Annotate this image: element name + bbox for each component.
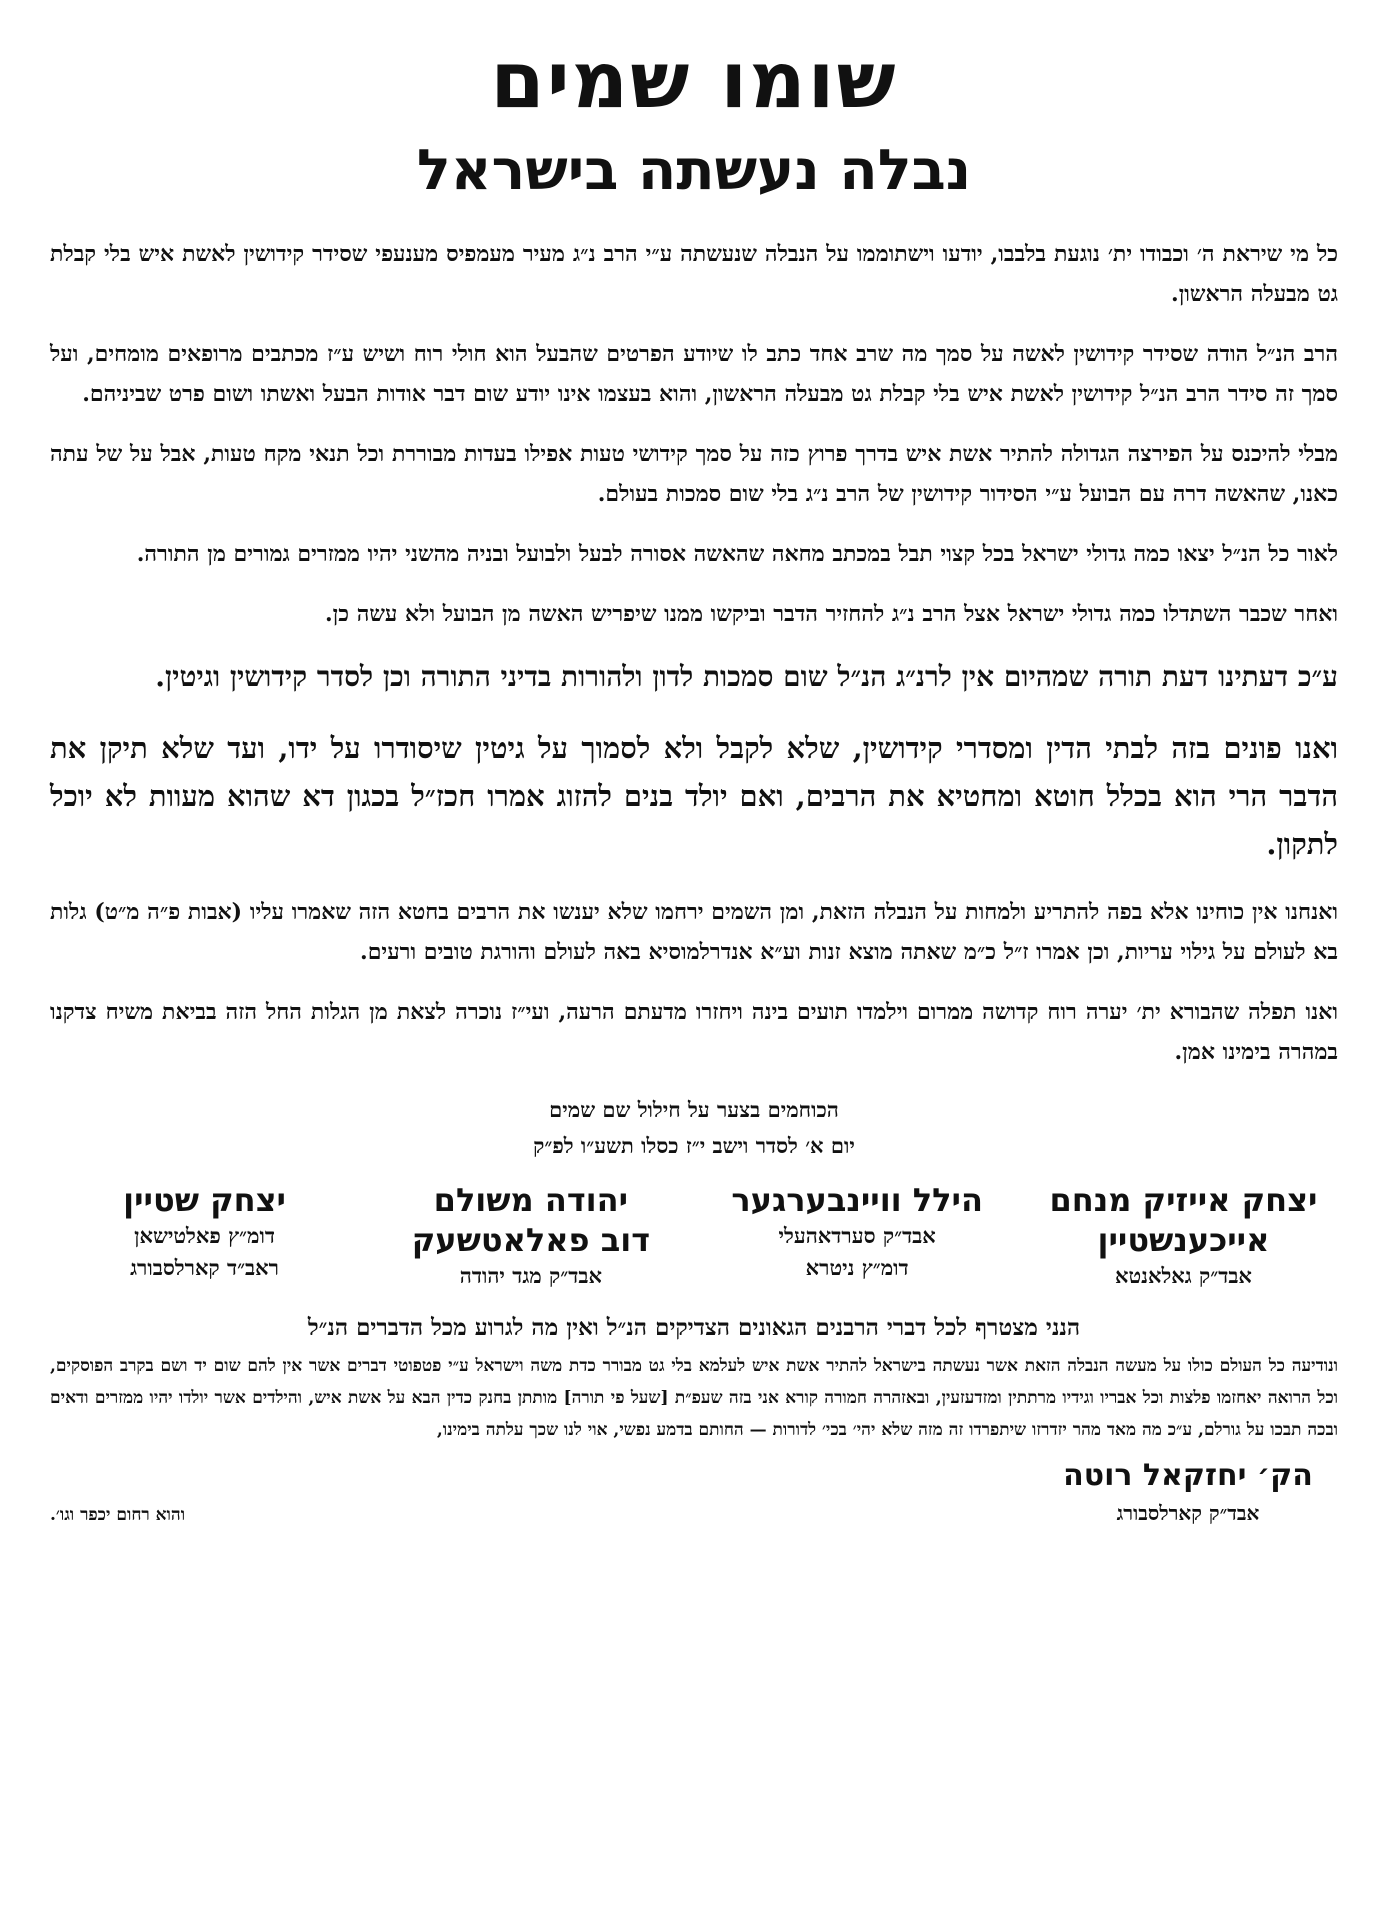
paragraph-4: לאור כל הנ״ל יצאו כמה גדולי ישראל בכל קצוי תבל במכתב מחאה שהאשה אסורה לבעל ולבועל ובניה מהשני יהיו ממזרים גמורים מן התורה.	[136, 541, 1338, 567]
final-signature-name: הק׳ יחזקאל רוטה	[1063, 1458, 1313, 1493]
signatory-2	[703, 1180, 1012, 1292]
emphasis-paragraph-2: ואנו פונים בזה לבתי הדין ומסדרי קידושין, שלא לקבל ולא לסמוך על גיטין שיסודרו על ידו, ועד שלא תיקן את הדבר הרי הוא בכלל חוטא ומחטיא את הרבים, ואם יולד בנים להזוג אמרו חכז״ל בכגון דא שהוא מעוות לא יוכל לתקון.	[50, 731, 1338, 861]
paragraph-3: מבלי להיכנס על הפירצה הגדולה להתיר אשת איש בדרך פרוץ כזה על סמך קידושי טעות אפילו בעדות מבוררת וכל תנאי מקח טעות, אבל על של עתה כאנו, שהאשה דרה עם הבועל ע״י הסידור קידושין של הרב נ״ג בלי שום סמכות בעולם.	[50, 441, 1338, 507]
closing-row	[50, 1456, 1338, 1530]
signatory-name: יצחק שטיין	[123, 1181, 286, 1219]
page-title: שומו שמים	[490, 36, 898, 126]
signatory-3	[376, 1180, 685, 1292]
signatory-title: אבד״ק מגד יהודה	[459, 1263, 602, 1288]
addendum-heading: הנני מצטרף לכל דברי הרבנים הגאונים הצדיקים הנ״ל ואין מה לגרוע מכל הדברים הנ״ל	[307, 1314, 1081, 1341]
signatures-row	[50, 1180, 1338, 1292]
signatory-title-2: דומ״ץ ניטרא	[805, 1255, 909, 1280]
paragraph-7: ואנו תפלה שהבורא ית׳ יערה רוח קדושה ממרום וילמדו תועים בינה ויחזרו מדעתם הרעה, ועי״ז נוכרה לצאת מן הגלות החל הזה בביאת משיח צדקנו במהרה בימינו אמן.	[50, 999, 1338, 1065]
signatory-name-2: דוב פאלאטשעק	[411, 1221, 651, 1259]
signoff-line-1: הכוחמים בצער על חילול שם שמים	[549, 1097, 839, 1122]
signatory-name: הילל וויינבערגער	[731, 1181, 983, 1219]
addendum-text: ונודיעה כל העולם כולו על מעשה הנבלה הזאת אשר נעשתה בישראל להתיר אשת איש לעלמא בלי גט מבורר כדת משה וישראל ע״י פטפוטי דברים אשר אין להם שום יד ושם בקרב הפוסקים, וכל הרואה יאחזמו פלצות וכל אבריו וגידיו מרתתין ומזדעזעין, ובאזהרה חמורה קורא אני בזה שעפ״ת [שעל פי תורה] מותתן בחנק כדין הבא על אשת איש, והילדים אשר יולדו יהיו ממזרים ודאים ובכה תבכו על גורלם, ע״כ מה מאד מהר יזדרזו שיתפרדו זה מזה שלא יהי׳ בכי׳ לדורות — החותם בדמע נפשי, אוי לנו שכך עלתה בימינו,	[50, 1356, 1338, 1440]
paragraph-5: ואחר שכבר השתדלו כמה גדולי ישראל אצל הרב נ״ג להחזיר הדבר וביקשו ממנו שיפריש האשה מן הבועל ולא עשה כן.	[325, 601, 1338, 627]
page-subtitle: נבלה נעשתה בישראל	[416, 138, 972, 203]
paragraph-6: ואנחנו אין כוחינו אלא בפה להתריע ולמחות על הנבלה הזאת, ומן השמים ירחמו שלא יענשו את הרבים בחטא הזה שאמרו עליו (אבות פ״ה מ״ט) גלות בא לעולם על גילוי עריות, וכן אמרו ז״ל כ״מ שאתה מוצא זנות וע״א אנדרלמוסיא באה לעולם והורגת טובים ורעים.	[50, 899, 1338, 965]
emphasis-paragraph-1: ע״כ דעתינו דעת תורה שמהיום אין לרנ״ג הנ״ל שום סמכות לדון ולהורות בדיני התורה וכן לסדר קידושין וגיטין.	[155, 660, 1338, 693]
signatory-title-2: ראב״ד קארלסבורג	[130, 1255, 279, 1280]
signatory-title: אבד״ק גאלאנטא	[1114, 1263, 1252, 1288]
paragraph-2: הרב הנ״ל הודה שסידר קידושין לאשה על סמך מה שרב אחד כתב לו שיודע הפרטים שהבעל הוא חולי רוח ושיש ע״ז מכתבים מרופאים מומחים, ועל סמך זה סידר הרב הנ״ל קידושין לאשת איש בלי קבלת גט מבעלה הראשון, והוא בעצמו אינו יודע שום דבר אודות הבעל ואשתו ושום פרט שביניהם.	[50, 341, 1338, 407]
signatory-name-2: אייכענשטיין	[1097, 1221, 1270, 1259]
final-signature	[1038, 1456, 1338, 1530]
signatory-title: דומ״ץ פאלטישאן	[134, 1223, 275, 1248]
signoff-date: יום א׳ לסדר וישב י״ז כסלו תשע״ו לפ״ק	[533, 1133, 855, 1158]
signatory-name: יהודה משולם	[433, 1181, 629, 1219]
signatory-name: יצחק אייזיק מנחם	[1049, 1181, 1318, 1219]
signatory-1	[1029, 1180, 1338, 1292]
final-signature-title: אבד״ק קארלסבורג	[1116, 1501, 1260, 1525]
signatory-4	[50, 1180, 359, 1292]
closing-phrase: והוא רחום יכפר וגו׳.	[50, 1505, 186, 1525]
signatory-title: אבד״ק סערדאהעלי	[778, 1223, 936, 1248]
paragraph-1: כל מי שיראת ה׳ וכבודו ית׳ נוגעת בלבבו, יודעו וישתוממו על הנבלה שנעשתה ע״י הרב נ״ג מעיר מעמפיס מענעפי שסידר קידושין לאשת איש בלי קבלת גט מבעלה הראשון.	[50, 241, 1338, 307]
